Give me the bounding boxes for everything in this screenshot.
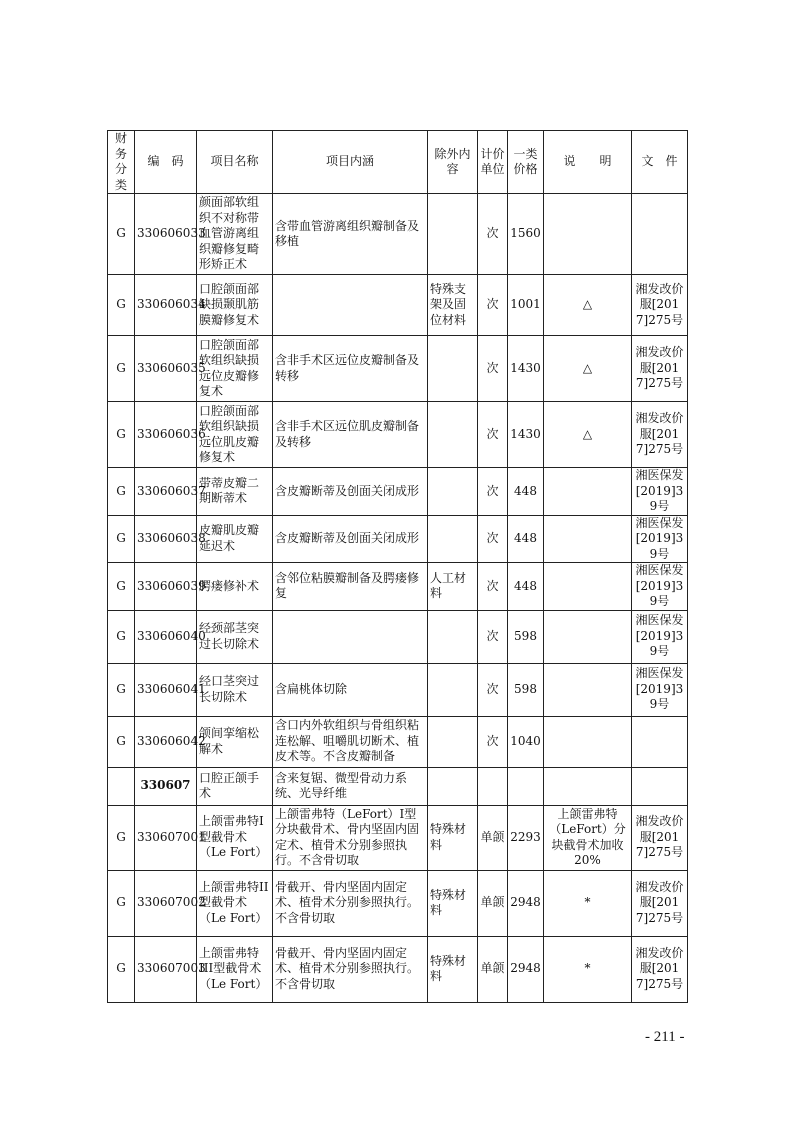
cell-notes: △ bbox=[544, 402, 632, 468]
cell-unit: 次 bbox=[478, 610, 508, 663]
cell-unit: 单颌 bbox=[478, 936, 508, 1002]
cell-code: 330606038 bbox=[135, 515, 197, 563]
cell-price: 2948 bbox=[508, 870, 544, 936]
cell-name: 经口茎突过长切除术 bbox=[197, 663, 273, 716]
cell-content bbox=[273, 610, 428, 663]
cell-content: 含来复锯、微型骨动力系统、光导纤维 bbox=[273, 767, 428, 805]
cell-document bbox=[632, 194, 688, 275]
cell-price: 448 bbox=[508, 468, 544, 516]
cell-unit: 单颌 bbox=[478, 870, 508, 936]
cell-name: 皮瓣肌皮瓣延迟术 bbox=[197, 515, 273, 563]
cell-document: 湘医保发[2019]39号 bbox=[632, 515, 688, 563]
cell-name: 上颌雷弗特I型截骨术（Le Fort） bbox=[197, 805, 273, 870]
cell-price: 448 bbox=[508, 515, 544, 563]
header-price: 一类价格 bbox=[508, 131, 544, 194]
cell-unit: 次 bbox=[478, 563, 508, 611]
cell-name: 口腔颌面部软组织缺损远位肌皮瓣修复术 bbox=[197, 402, 273, 468]
cell-category: G bbox=[108, 663, 135, 716]
cell-name: 上颌雷弗特III型截骨术（Le Fort） bbox=[197, 936, 273, 1002]
cell-excluded bbox=[428, 468, 478, 516]
cell-category: G bbox=[108, 936, 135, 1002]
cell-price: 1560 bbox=[508, 194, 544, 275]
cell-price: 598 bbox=[508, 610, 544, 663]
table-row bbox=[108, 275, 688, 336]
cell-notes bbox=[544, 468, 632, 516]
cell-code: 330607 bbox=[135, 767, 197, 805]
header-content: 项目内涵 bbox=[273, 131, 428, 194]
cell-name: 上颌雷弗特II型截骨术（Le Fort） bbox=[197, 870, 273, 936]
cell-content: 含皮瓣断蒂及创面关闭成形 bbox=[273, 468, 428, 516]
cell-price bbox=[508, 767, 544, 805]
cell-document: 湘发改价服[2017]275号 bbox=[632, 402, 688, 468]
cell-category: G bbox=[108, 805, 135, 870]
table-row bbox=[108, 716, 688, 767]
table-row bbox=[108, 515, 688, 563]
cell-excluded bbox=[428, 515, 478, 563]
cell-unit: 次 bbox=[478, 275, 508, 336]
cell-category: G bbox=[108, 468, 135, 516]
table-row bbox=[108, 767, 688, 805]
cell-document: 湘医保发[2019]39号 bbox=[632, 663, 688, 716]
table-row bbox=[108, 805, 688, 870]
cell-code: 330606039 bbox=[135, 563, 197, 611]
cell-category bbox=[108, 767, 135, 805]
cell-price: 2293 bbox=[508, 805, 544, 870]
cell-content: 含皮瓣断蒂及创面关闭成形 bbox=[273, 515, 428, 563]
cell-name: 带蒂皮瓣二期断蒂术 bbox=[197, 468, 273, 516]
cell-content: 骨截开、骨内坚固内固定术、植骨术分别参照执行。不含骨切取 bbox=[273, 870, 428, 936]
cell-notes: △ bbox=[544, 275, 632, 336]
header-row bbox=[108, 131, 688, 194]
cell-code: 330606040 bbox=[135, 610, 197, 663]
cell-document: 湘医保发[2019]39号 bbox=[632, 563, 688, 611]
cell-name: 口腔正颌手术 bbox=[197, 767, 273, 805]
cell-document bbox=[632, 767, 688, 805]
cell-price: 1040 bbox=[508, 716, 544, 767]
cell-content: 含带血管游离组织瓣制备及移植 bbox=[273, 194, 428, 275]
cell-document: 湘发改价服[2017]275号 bbox=[632, 336, 688, 402]
cell-code: 330606036 bbox=[135, 402, 197, 468]
cell-excluded bbox=[428, 402, 478, 468]
cell-document: 湘发改价服[2017]275号 bbox=[632, 936, 688, 1002]
header-notes: 说 明 bbox=[544, 131, 632, 194]
cell-notes bbox=[544, 767, 632, 805]
cell-name: 颜面部软组织不对称带血管游离组织瓣修复畸形矫正术 bbox=[197, 194, 273, 275]
cell-unit: 单颌 bbox=[478, 805, 508, 870]
table-row bbox=[108, 194, 688, 275]
cell-price: 448 bbox=[508, 563, 544, 611]
cell-content: 含非手术区远位皮瓣制备及转移 bbox=[273, 336, 428, 402]
cell-category: G bbox=[108, 563, 135, 611]
cell-category: G bbox=[108, 336, 135, 402]
cell-code: 330606037 bbox=[135, 468, 197, 516]
cell-code: 330606034 bbox=[135, 275, 197, 336]
cell-excluded bbox=[428, 336, 478, 402]
cell-notes bbox=[544, 194, 632, 275]
cell-notes bbox=[544, 563, 632, 611]
cell-excluded: 特殊材料 bbox=[428, 936, 478, 1002]
price-table bbox=[107, 130, 688, 1003]
cell-notes bbox=[544, 716, 632, 767]
cell-price: 2948 bbox=[508, 936, 544, 1002]
header-unit: 计价单位 bbox=[478, 131, 508, 194]
cell-excluded bbox=[428, 716, 478, 767]
cell-notes bbox=[544, 515, 632, 563]
cell-excluded bbox=[428, 663, 478, 716]
cell-document: 湘医保发[2019]39号 bbox=[632, 610, 688, 663]
cell-name: 颌间挛缩松解术 bbox=[197, 716, 273, 767]
cell-content bbox=[273, 275, 428, 336]
cell-notes bbox=[544, 610, 632, 663]
cell-code: 330606041 bbox=[135, 663, 197, 716]
table-row bbox=[108, 563, 688, 611]
cell-excluded bbox=[428, 610, 478, 663]
cell-code: 330607001 bbox=[135, 805, 197, 870]
cell-category: G bbox=[108, 402, 135, 468]
table-row bbox=[108, 936, 688, 1002]
cell-code: 330607002 bbox=[135, 870, 197, 936]
cell-content: 上颌雷弗特（LeFort）I型分块截骨术、骨内坚固内固定术、植骨术分别参照执行。不含骨切取 bbox=[273, 805, 428, 870]
table-row bbox=[108, 663, 688, 716]
cell-code: 330606035 bbox=[135, 336, 197, 402]
table-row bbox=[108, 610, 688, 663]
cell-code: 330606042 bbox=[135, 716, 197, 767]
cell-name: 口腔颌面部缺损颞肌筋膜瓣修复术 bbox=[197, 275, 273, 336]
cell-code: 330606033 bbox=[135, 194, 197, 275]
cell-excluded bbox=[428, 194, 478, 275]
cell-unit: 次 bbox=[478, 515, 508, 563]
cell-price: 1001 bbox=[508, 275, 544, 336]
header-code: 编 码 bbox=[135, 131, 197, 194]
cell-document: 湘发改价服[2017]275号 bbox=[632, 870, 688, 936]
cell-notes bbox=[544, 663, 632, 716]
cell-document: 湘发改价服[2017]275号 bbox=[632, 805, 688, 870]
cell-document: 湘发改价服[2017]275号 bbox=[632, 275, 688, 336]
cell-content: 含邻位粘膜瓣制备及腭瘘修复 bbox=[273, 563, 428, 611]
table-row bbox=[108, 402, 688, 468]
cell-category: G bbox=[108, 515, 135, 563]
cell-unit bbox=[478, 767, 508, 805]
table-row bbox=[108, 336, 688, 402]
cell-excluded: 特殊支架及固位材料 bbox=[428, 275, 478, 336]
cell-unit: 次 bbox=[478, 716, 508, 767]
cell-unit: 次 bbox=[478, 468, 508, 516]
table-row bbox=[108, 468, 688, 516]
header-excluded: 除外内容 bbox=[428, 131, 478, 194]
page-number: - 211 - bbox=[645, 1029, 685, 1045]
header-category: 财务分类 bbox=[108, 131, 135, 194]
cell-excluded: 特殊材料 bbox=[428, 805, 478, 870]
cell-category: G bbox=[108, 194, 135, 275]
cell-notes: * bbox=[544, 936, 632, 1002]
cell-name: 腭瘘修补术 bbox=[197, 563, 273, 611]
cell-document bbox=[632, 716, 688, 767]
cell-excluded: 人工材料 bbox=[428, 563, 478, 611]
cell-unit: 次 bbox=[478, 663, 508, 716]
cell-excluded: 特殊材料 bbox=[428, 870, 478, 936]
cell-category: G bbox=[108, 610, 135, 663]
cell-price: 598 bbox=[508, 663, 544, 716]
cell-name: 经颈部茎突过长切除术 bbox=[197, 610, 273, 663]
cell-excluded bbox=[428, 767, 478, 805]
cell-category: G bbox=[108, 275, 135, 336]
cell-category: G bbox=[108, 716, 135, 767]
cell-category: G bbox=[108, 870, 135, 936]
header-name: 项目名称 bbox=[197, 131, 273, 194]
cell-notes: △ bbox=[544, 336, 632, 402]
cell-notes: * bbox=[544, 870, 632, 936]
cell-content: 含口内外软组织与骨组织粘连松解、咀嚼肌切断术、植皮术等。不含皮瓣制备 bbox=[273, 716, 428, 767]
cell-unit: 次 bbox=[478, 402, 508, 468]
cell-name: 口腔颌面部软组织缺损远位皮瓣修复术 bbox=[197, 336, 273, 402]
table-row bbox=[108, 870, 688, 936]
cell-notes: 上颌雷弗特（LeFort）分块截骨术加收 20% bbox=[544, 805, 632, 870]
cell-unit: 次 bbox=[478, 336, 508, 402]
cell-content: 含扁桃体切除 bbox=[273, 663, 428, 716]
cell-price: 1430 bbox=[508, 336, 544, 402]
cell-code: 330607003 bbox=[135, 936, 197, 1002]
cell-content: 含非手术区远位肌皮瓣制备及转移 bbox=[273, 402, 428, 468]
cell-document: 湘医保发[2019]39号 bbox=[632, 468, 688, 516]
cell-content: 骨截开、骨内坚固内固定术、植骨术分别参照执行。不含骨切取 bbox=[273, 936, 428, 1002]
cell-unit: 次 bbox=[478, 194, 508, 275]
cell-price: 1430 bbox=[508, 402, 544, 468]
header-document: 文 件 bbox=[632, 131, 688, 194]
